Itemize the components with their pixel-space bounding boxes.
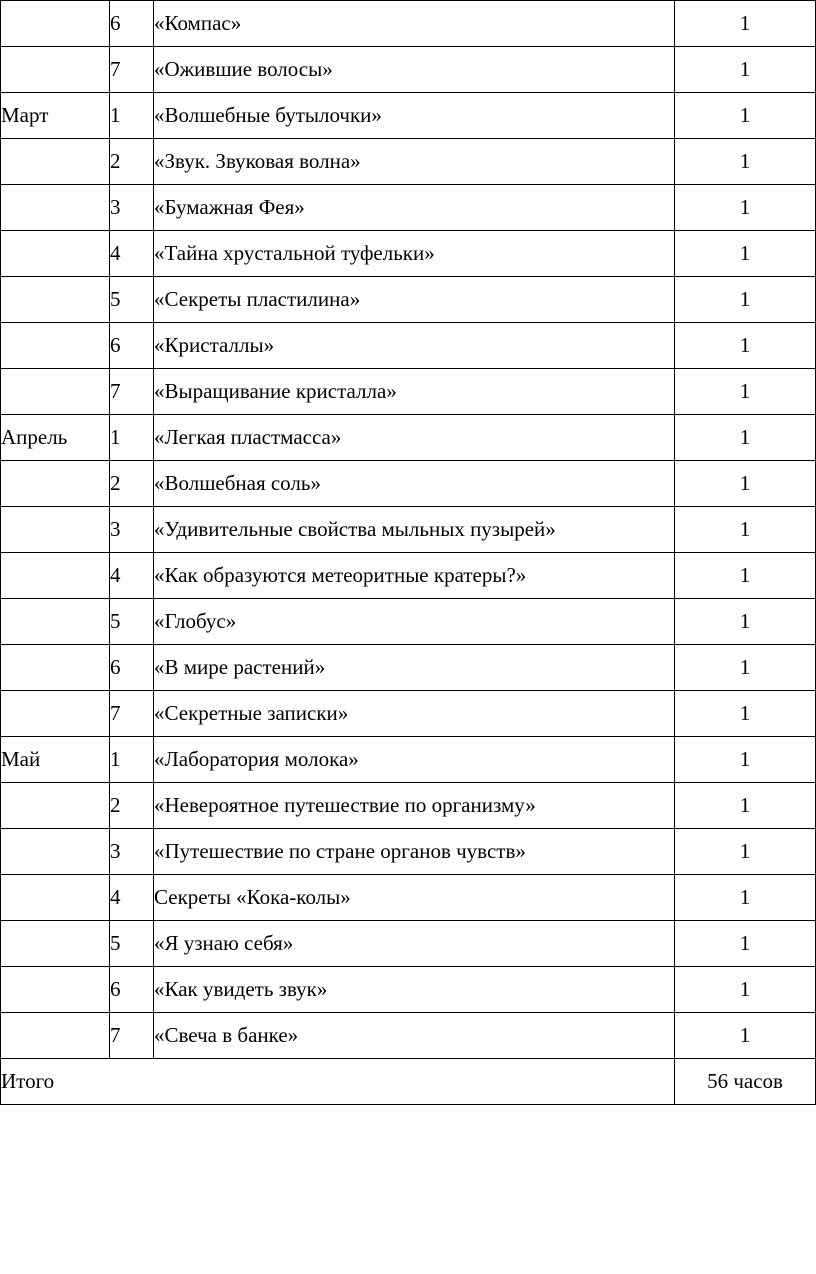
- month-cell: [1, 967, 110, 1013]
- lesson-topic-cell: «Путешествие по стране органов чувств»: [154, 829, 675, 875]
- lesson-topic-cell: «Как увидеть звук»: [154, 967, 675, 1013]
- lesson-topic-cell: «Свеча в банке»: [154, 1013, 675, 1059]
- table-row: [1, 967, 816, 1013]
- table-row: [1, 737, 816, 783]
- lesson-number-cell: 7: [110, 691, 154, 737]
- lesson-topic-cell: «Невероятное путешествие по организму»: [154, 783, 675, 829]
- lesson-topic-cell: «Тайна хрустальной туфельки»: [154, 231, 675, 277]
- lesson-number-cell: 6: [110, 323, 154, 369]
- lesson-number-cell: 2: [110, 783, 154, 829]
- table-row: [1, 691, 816, 737]
- hours-cell: 1: [675, 691, 816, 737]
- month-cell: [1, 875, 110, 921]
- hours-cell: 1: [675, 415, 816, 461]
- hours-cell: 1: [675, 553, 816, 599]
- lesson-number-cell: 7: [110, 369, 154, 415]
- month-cell: [1, 645, 110, 691]
- hours-cell: 1: [675, 1013, 816, 1059]
- lesson-number-cell: 2: [110, 139, 154, 185]
- lesson-number-cell: 7: [110, 1013, 154, 1059]
- hours-cell: 1: [675, 369, 816, 415]
- table-row: [1, 231, 816, 277]
- lesson-number-cell: 6: [110, 645, 154, 691]
- month-cell: Март: [1, 93, 110, 139]
- lesson-topic-cell: «Бумажная Фея»: [154, 185, 675, 231]
- month-cell: [1, 921, 110, 967]
- table-row: [1, 1, 816, 47]
- lesson-number-cell: 3: [110, 829, 154, 875]
- lesson-number-cell: 1: [110, 93, 154, 139]
- lesson-topic-cell: «Волшебные бутылочки»: [154, 93, 675, 139]
- lesson-number-cell: 4: [110, 875, 154, 921]
- table-row: [1, 139, 816, 185]
- lesson-topic-cell: «Выращивание кристалла»: [154, 369, 675, 415]
- table-row: [1, 921, 816, 967]
- lesson-topic-cell: «Удивительные свойства мыльных пузырей»: [154, 507, 675, 553]
- month-cell: [1, 599, 110, 645]
- month-cell: [1, 369, 110, 415]
- month-cell: [1, 507, 110, 553]
- hours-cell: 1: [675, 829, 816, 875]
- lesson-topic-cell: «Лаборатория молока»: [154, 737, 675, 783]
- lesson-number-cell: 5: [110, 599, 154, 645]
- month-cell: [1, 553, 110, 599]
- month-cell: [1, 461, 110, 507]
- table-row: [1, 1013, 816, 1059]
- lesson-number-cell: 5: [110, 921, 154, 967]
- total-hours: 56 часов: [675, 1059, 816, 1105]
- lesson-topic-cell: «Я узнаю себя»: [154, 921, 675, 967]
- hours-cell: 1: [675, 231, 816, 277]
- table-row: [1, 47, 816, 93]
- table-row: [1, 783, 816, 829]
- hours-cell: 1: [675, 93, 816, 139]
- month-cell: [1, 231, 110, 277]
- lesson-topic-cell: «Секреты пластилина»: [154, 277, 675, 323]
- hours-cell: 1: [675, 277, 816, 323]
- hours-cell: 1: [675, 783, 816, 829]
- table-row: [1, 553, 816, 599]
- table-row: [1, 507, 816, 553]
- lesson-topic-cell: Секреты «Кока-колы»: [154, 875, 675, 921]
- month-cell: Апрель: [1, 415, 110, 461]
- table-row: [1, 323, 816, 369]
- month-cell: [1, 783, 110, 829]
- lesson-number-cell: 6: [110, 967, 154, 1013]
- table-row: [1, 875, 816, 921]
- month-cell: Май: [1, 737, 110, 783]
- schedule-table-body: [1, 1, 816, 1059]
- hours-cell: 1: [675, 185, 816, 231]
- month-cell: [1, 1, 110, 47]
- table-row: [1, 829, 816, 875]
- lesson-number-cell: 5: [110, 277, 154, 323]
- hours-cell: 1: [675, 737, 816, 783]
- month-cell: [1, 185, 110, 231]
- month-cell: [1, 139, 110, 185]
- month-cell: [1, 277, 110, 323]
- table-row: [1, 645, 816, 691]
- lesson-number-cell: 3: [110, 507, 154, 553]
- lesson-topic-cell: «Как образуются метеоритные кратеры?»: [154, 553, 675, 599]
- month-cell: [1, 47, 110, 93]
- lesson-topic-cell: «Компас»: [154, 1, 675, 47]
- hours-cell: 1: [675, 1, 816, 47]
- hours-cell: 1: [675, 139, 816, 185]
- hours-cell: 1: [675, 461, 816, 507]
- lesson-topic-cell: «Волшебная соль»: [154, 461, 675, 507]
- lesson-number-cell: 7: [110, 47, 154, 93]
- lesson-topic-cell: «Легкая пластмасса»: [154, 415, 675, 461]
- hours-cell: 1: [675, 967, 816, 1013]
- table-row: [1, 415, 816, 461]
- hours-cell: 1: [675, 47, 816, 93]
- total-row: [1, 1059, 816, 1105]
- lesson-topic-cell: «В мире растений»: [154, 645, 675, 691]
- lesson-number-cell: 4: [110, 553, 154, 599]
- hours-cell: 1: [675, 645, 816, 691]
- lesson-topic-cell: «Звук. Звуковая волна»: [154, 139, 675, 185]
- lesson-topic-cell: «Глобус»: [154, 599, 675, 645]
- month-cell: [1, 1013, 110, 1059]
- table-row: [1, 93, 816, 139]
- lesson-number-cell: 3: [110, 185, 154, 231]
- hours-cell: 1: [675, 921, 816, 967]
- lesson-topic-cell: «Кристаллы»: [154, 323, 675, 369]
- hours-cell: 1: [675, 507, 816, 553]
- lesson-number-cell: 1: [110, 415, 154, 461]
- month-cell: [1, 691, 110, 737]
- table-row: [1, 185, 816, 231]
- lesson-number-cell: 6: [110, 1, 154, 47]
- lesson-number-cell: 2: [110, 461, 154, 507]
- table-row: [1, 599, 816, 645]
- hours-cell: 1: [675, 599, 816, 645]
- month-cell: [1, 323, 110, 369]
- lesson-number-cell: 4: [110, 231, 154, 277]
- lesson-topic-cell: «Секретные записки»: [154, 691, 675, 737]
- total-label: Итого: [1, 1059, 675, 1105]
- table-row: [1, 461, 816, 507]
- table-row: [1, 369, 816, 415]
- table-row: [1, 277, 816, 323]
- lesson-number-cell: 1: [110, 737, 154, 783]
- lesson-topic-cell: «Ожившие волосы»: [154, 47, 675, 93]
- month-cell: [1, 829, 110, 875]
- hours-cell: 1: [675, 875, 816, 921]
- hours-cell: 1: [675, 323, 816, 369]
